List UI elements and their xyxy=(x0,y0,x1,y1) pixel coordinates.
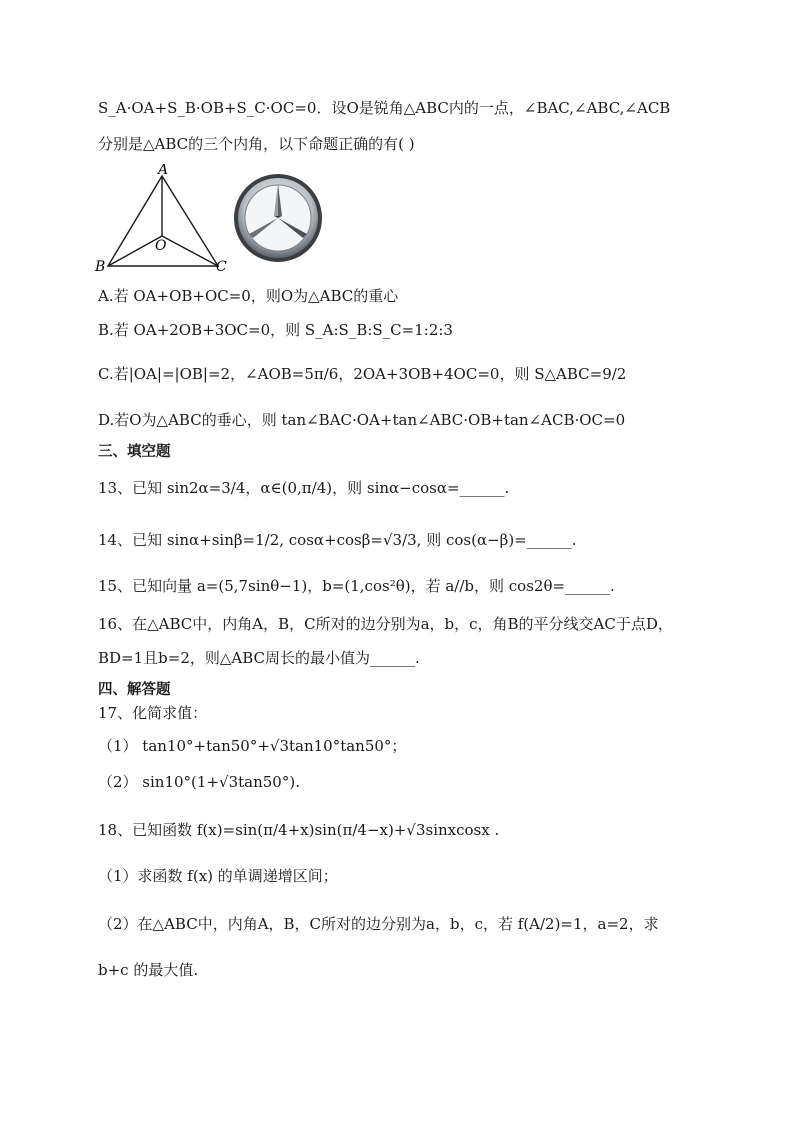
label-o: O xyxy=(155,238,167,254)
question-17-stem: 17、化简求值： xyxy=(98,704,208,722)
question-18-stem: 18、已知函数 f(x)=sin(π/4+x)sin(π/4−x)+√3sinxcosx . xyxy=(98,821,500,839)
intro-line-1: S_A·OA+S_B·OB+S_C·OC=0．设O是锐角△ABC内的一点，∠BAC,∠ABC,∠ACB xyxy=(98,99,671,117)
question-17-part-2: （2） sin10°(1+√3tan50°). xyxy=(98,773,300,791)
question-17-part-1: （1） tan10°+tan50°+√3tan10°tan50°； xyxy=(98,737,407,755)
option-c: C.若|OA|=|OB|=2，∠AOB=5π/6，2OA+3OB+4OC=0，则 S△ABC=9/2 xyxy=(98,365,627,383)
question-15: 15、已知向量 a=(5,7sinθ−1)，b=(1,cos²θ)，若 a//b，则 cos2θ=______. xyxy=(98,577,615,595)
question-18-part-2a: （2）在△ABC中，内角A，B，C所对的边分别为a，b，c，若 f(A/2)=1，a=2，求 xyxy=(98,915,659,933)
label-c: C xyxy=(216,259,227,274)
label-a: A xyxy=(158,164,169,178)
section-4-title: 四、解答题 xyxy=(98,682,171,698)
triangle-figure xyxy=(92,164,232,274)
mercedes-star-logo-icon xyxy=(232,172,324,264)
question-16-line-2: BD=1且b=2，则△ABC周长的最小值为______. xyxy=(98,649,420,667)
option-d: D.若O为△ABC的垂心，则 tan∠BAC·OA+tan∠ABC·OB+tan∠ACB·OC=0 xyxy=(98,411,626,429)
question-18-part-2b: b+c 的最大值. xyxy=(98,961,199,979)
segment-oc xyxy=(162,236,218,266)
question-16-line-1: 16、在△ABC中，内角A，B，C所对的边分别为a，b，c，角B的平分线交AC于点D， xyxy=(98,615,673,633)
segment-ob xyxy=(108,236,162,266)
section-3-title: 三、填空题 xyxy=(98,444,171,460)
question-14: 14、已知 sinα+sinβ=1/2, cosα+cosβ=√3/3, 则 cos(α−β)=______. xyxy=(98,531,577,549)
question-13: 13、已知 sin2α=3/4，α∈(0,π/4)，则 sinα−cosα=______. xyxy=(98,479,510,497)
intro-line-2: 分别是△ABC的三个内角，以下命题正确的有( ) xyxy=(98,135,415,153)
option-a: A.若 OA+OB+OC=0，则O为△ABC的重心 xyxy=(98,287,399,305)
option-b: B.若 OA+2OB+3OC=0，则 S_A:S_B:S_C=1:2:3 xyxy=(98,321,453,339)
question-18-part-1: （1）求函数 f(x) 的单调递增区间； xyxy=(98,867,338,885)
label-b: B xyxy=(95,259,106,274)
